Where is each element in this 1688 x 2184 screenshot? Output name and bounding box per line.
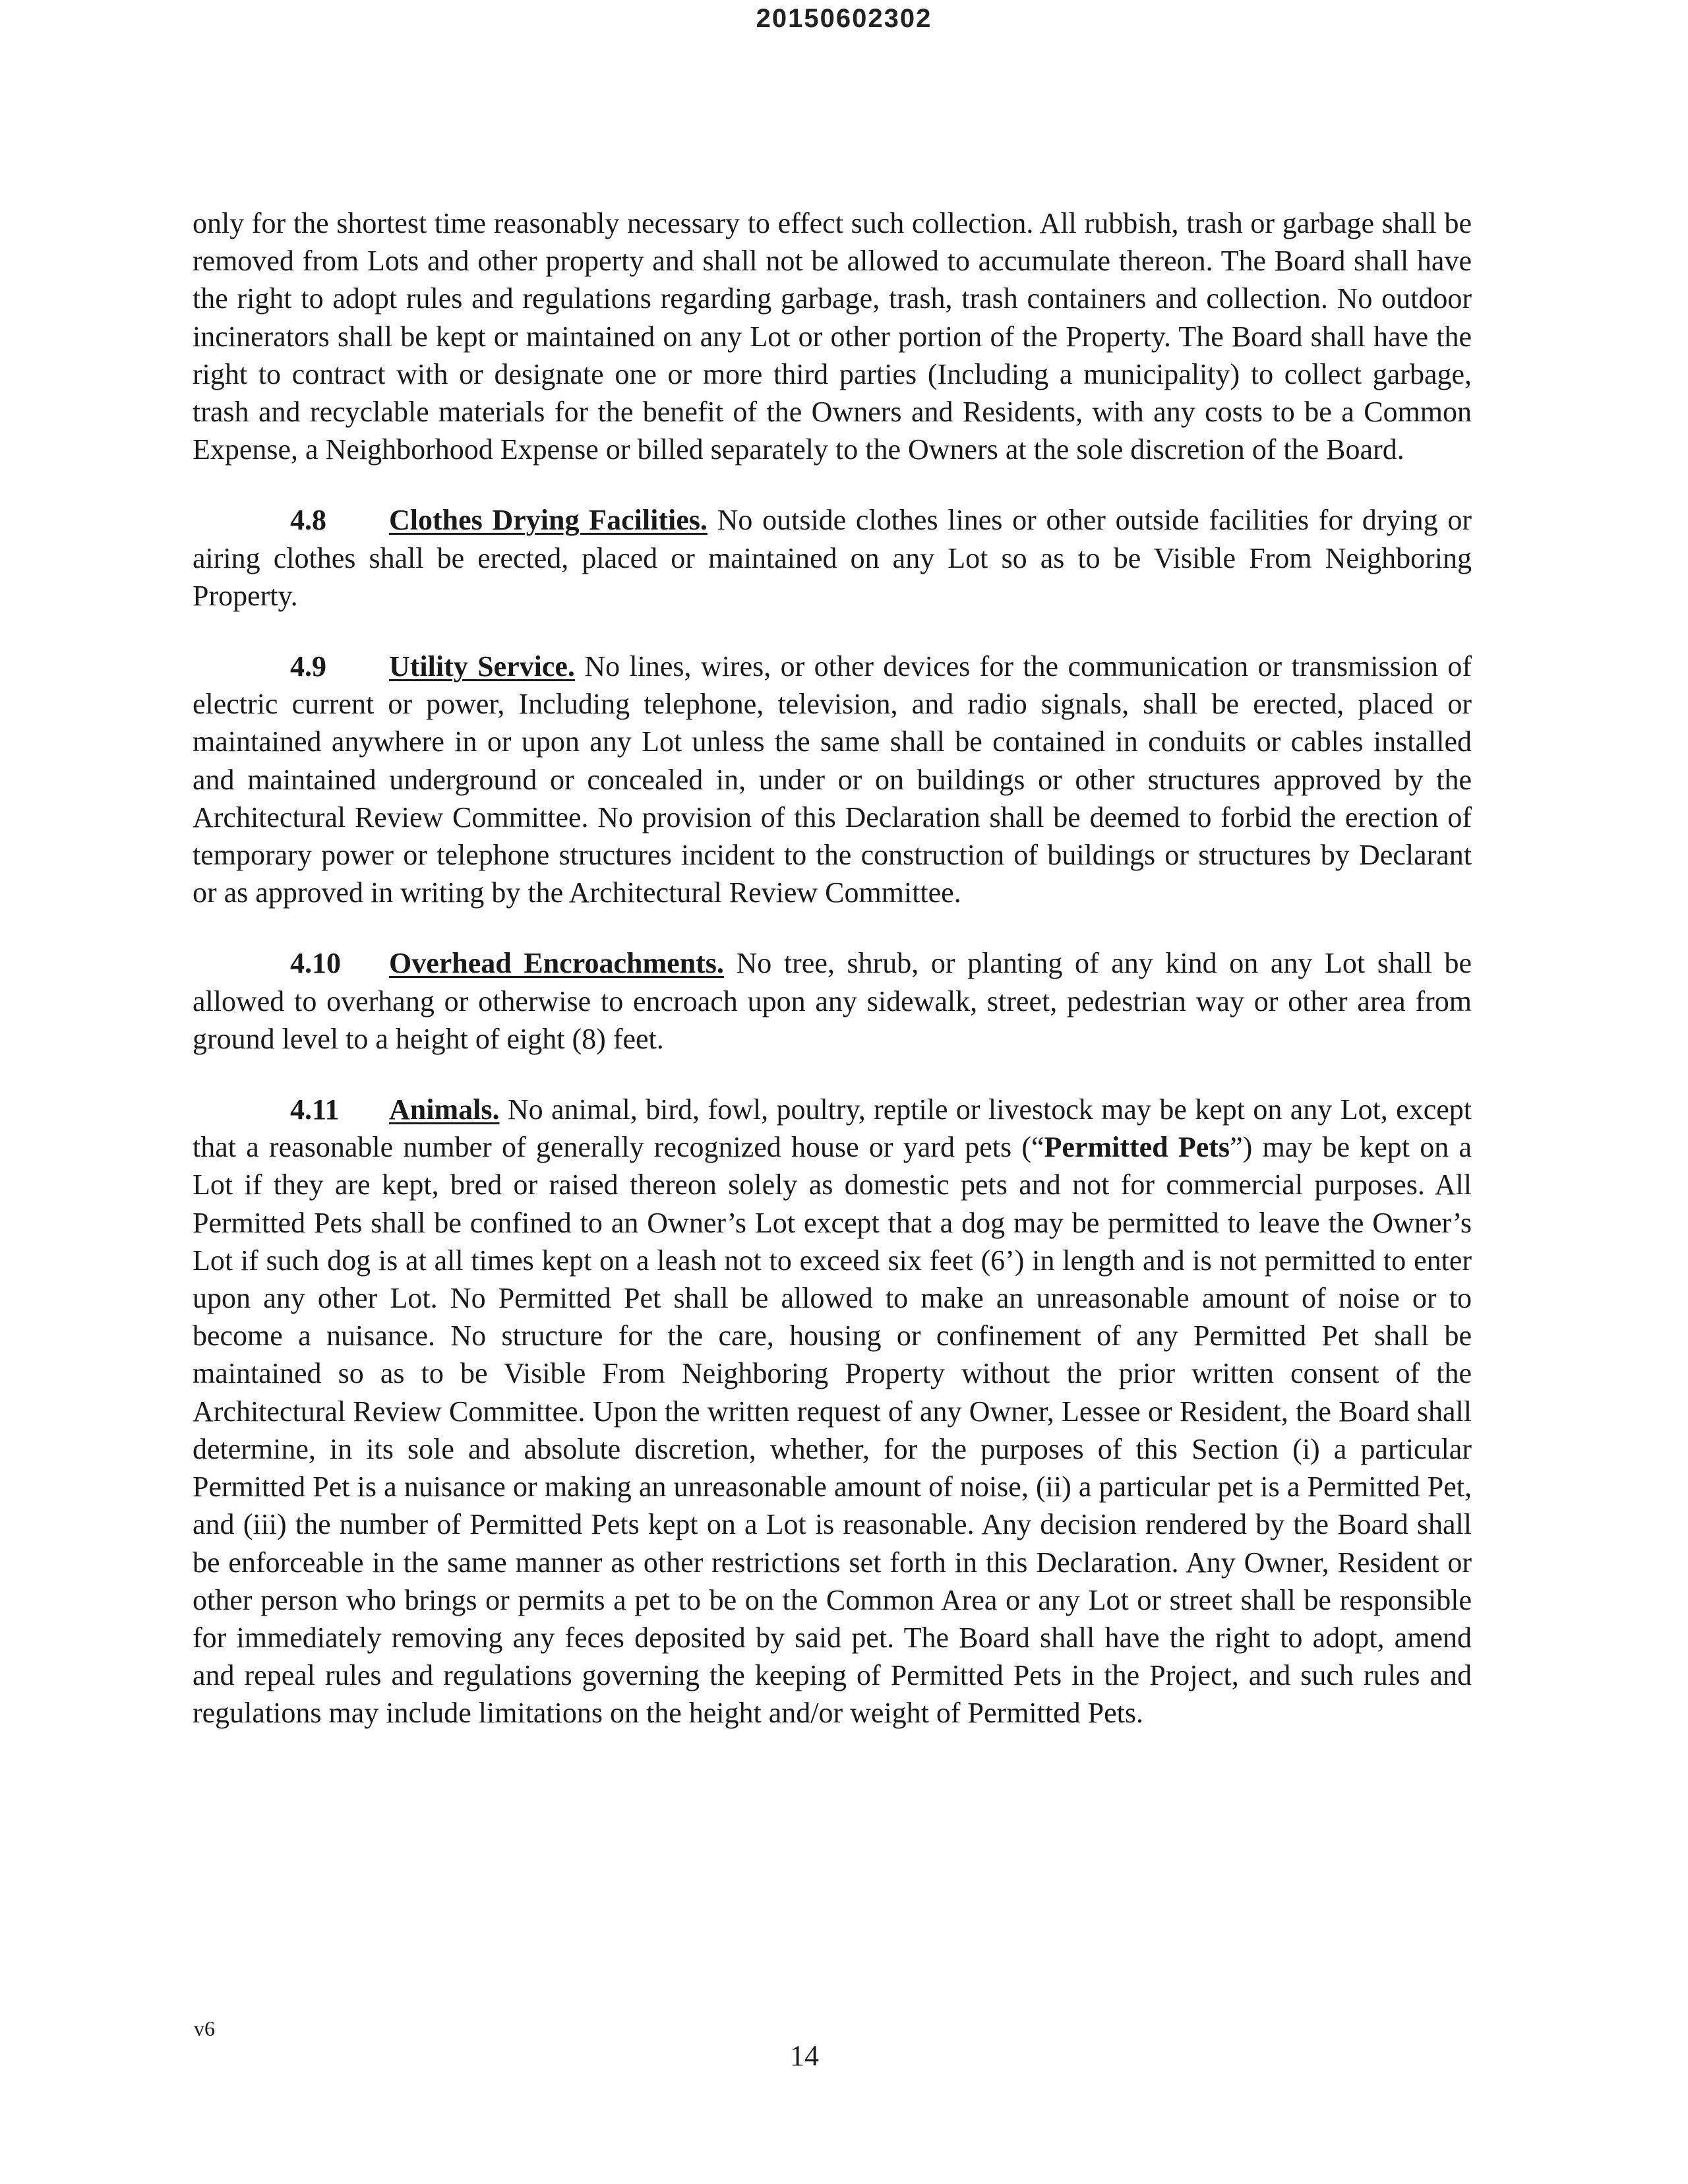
- section-title: Utility Service.: [389, 650, 575, 683]
- section-title: Animals.: [389, 1093, 500, 1126]
- section-number: 4.8: [290, 504, 326, 537]
- section-title: Clothes Drying Facilities.: [389, 504, 708, 537]
- section-title: Overhead Encroachments.: [389, 947, 724, 980]
- section-text-after: ”) may be kept on a Lot if they are kept, bred or raised thereon solely as domestic pets and not for commercial purposes. All Permitted Pets shall be confined to an Owner’s Lot except that a dog may be permitted to leave the Owner’s Lot if such dog is at all times kept on a leash not to exceed six feet (6’) in length and is not permitted to enter upon any other Lot. No Permitted Pet shall be allowed to make an unreasonable amount of noise or to become a nuisance. No structure for the care, housing or confinement of any Permitted Pet shall be maintained so as to be Visible From Neighboring Property without the prior written consent of the Architectural Review Committee. Upon the written request of any Owner, Lessee or Resident, the Board shall determine, in its sole and absolute discretion, whether, for the purposes of this Section (i) a particular Permitted Pet is a nuisance or making an unreasonable amount of noise, (ii) a particular pet is a Permitted Pet, and (iii) the number of Permitted Pets kept on a Lot is reasonable. Any decision rendered by the Board shall be enforceable in the same manner as other restrictions set forth in this Declaration. Any Owner, Resident or other person who brings or permits a pet to be on the Common Area or any Lot or street shall be responsible for immediately removing any feces deposited by said pet. The Board shall have the right to adopt, amend and repeal rules and regulations governing the keeping of Permitted Pets in the Project, and such rules and regulations may include limitations on the height and/or weight of Permitted Pets.: [193, 1131, 1472, 1730]
- defined-term: Permitted Pets: [1044, 1131, 1230, 1164]
- section-number: 4.11: [290, 1093, 340, 1126]
- section-text-before: No animal, bird, fowl, poultry, reptile or livestock may be kept on any Lot, except that a reasonable number of generally recognized house or yard pets (“: [193, 1093, 1472, 1164]
- section-number: 4.9: [290, 650, 326, 683]
- section-text: No lines, wires, or other devices for the communication or transmission of electric current or power, Including telephone, television, and radio signals, shall be erected, placed or maintained anywhere in or upon any Lot unless the same shall be contained in conduits or cables installed and maintained underground or concealed in, under or on buildings or other structures approved by the Architectural Review Committee. No provision of this Declaration shall be deemed to forbid the erection of temporary power or telephone structures incident to the construction of buildings or structures by Declarant or as approved in writing by the Architectural Review Committee.: [193, 650, 1472, 909]
- version-label: v6: [194, 2017, 215, 2040]
- section-number: 4.10: [290, 947, 341, 980]
- intro-paragraph: only for the shortest time reasonably necessary to effect such collection. All rubbish, trash or garbage shall be removed from Lots and other property and shall not be allowed to accumulate thereon. The Board shall have the right to adopt rules and regulations regarding garbage, trash, trash containers and collection. No outdoor incinerators shall be kept or maintained on any Lot or other portion of the Property. The Board shall have the right to contract with or designate one or more third parties (Including a municipality) to collect garbage, trash and recyclable materials for the benefit of the Owners and Residents, with any costs to be a Common Expense, a Neighborhood Expense or billed separately to the Owners at the sole discretion of the Board.: [193, 207, 1472, 466]
- section-4-11: [193, 1091, 1472, 1732]
- recording-number: 20150602302: [756, 4, 932, 33]
- section-4-9: [193, 648, 1472, 911]
- section-4-8: [193, 501, 1472, 615]
- page-number: 14: [790, 2040, 819, 2072]
- section-4-10: [193, 944, 1472, 1058]
- section-text: No tree, shrub, or planting of any kind on any Lot shall be allowed to overhang or otherwise to encroach upon any sidewalk, street, pedestrian way or other area from ground level to a height of eight (8) feet.: [193, 947, 1472, 1055]
- section-text: No outside clothes lines or other outside facilities for drying or airing clothes shall be erected, placed or maintained on any Lot so as to be Visible From Neighboring Property.: [193, 504, 1472, 612]
- document-body: [193, 204, 1472, 1765]
